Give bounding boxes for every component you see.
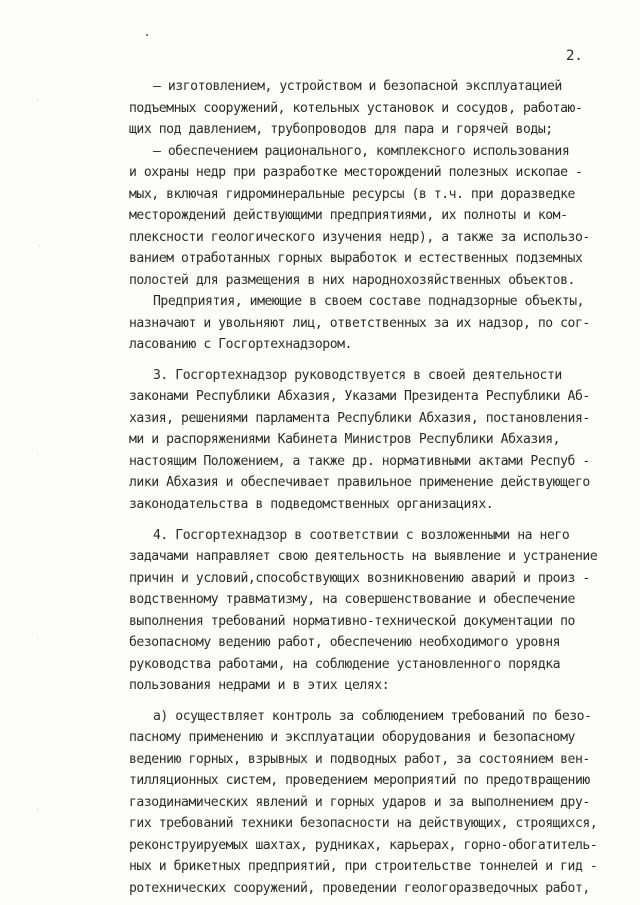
text-line: 4. Госгортехнадзор в соответствии с возложенными на него xyxy=(153,528,570,543)
text-line: ванием отработанных горных выработок и естественных подземных xyxy=(129,251,583,266)
text-line: – изготовлением, устройством и безопасной эксплуатацией xyxy=(153,79,562,94)
text-line: ведению горных, взрывных и подводных работ, за состоянием вен- xyxy=(129,752,590,767)
text-line: руководства работами, на соблюдение установленного порядка xyxy=(129,657,561,672)
text-line: 3. Госгортехнадзор руководствуется в своей деятельности xyxy=(153,368,562,383)
text-line: лики Абхазия и обеспечивает правильное применение действующего xyxy=(129,475,590,490)
text-line: реконструируемых шахтах, рудниках, карьерах, горно-обогатитель- xyxy=(129,838,598,853)
margin-smudge: · xyxy=(36,96,39,106)
text-line: месторождений действующими предприятиями, их полноты и ком- xyxy=(129,208,568,223)
text-line: ми и распоряжениями Кабинета Министров Республики Абхазия, xyxy=(129,432,561,447)
page-number: 2. xyxy=(566,48,583,64)
text-line: пасному применению и эксплуатации оборудования и безопасному xyxy=(129,730,575,745)
text-line: мых, включая гидроминеральные ресурсы (в т.ч. при доразведке xyxy=(129,187,575,202)
text-line: газодинамических явлений и горных ударов и за выполнением дру- xyxy=(129,795,590,810)
text-line: гих требований техники безопасности на действующих, строящихся, xyxy=(129,816,598,831)
text-line: – обеспечением рационального, комплексного использования xyxy=(153,144,570,159)
text-line: тилляционных систем, проведением мероприятий по предотвращению xyxy=(129,773,590,788)
text-line: и охраны недр при разработке месторождений полезных ископае - xyxy=(129,165,583,180)
text-line: а) осуществляет контроль за соблюдением требований по безо- xyxy=(153,709,592,724)
text-line: причин и условий,способствующих возникновению аварий и произ - xyxy=(129,571,590,586)
margin-smudge: · xyxy=(36,634,39,644)
margin-smudge: · xyxy=(38,242,41,252)
text-line: настоящим Положением, а также др. нормативными актами Респуб - xyxy=(129,454,590,469)
text-line: Предприятия, имеющие в своем составе поднадзорные объекты, xyxy=(153,294,585,309)
text-line: безопасному ведению работ, обеспечению необходимого уровня xyxy=(129,635,561,650)
text-line: законами Республики Абхазия, Указами Президента Республики Аб- xyxy=(129,389,590,404)
text-line: водственному травматизму, на совершенствование и обеспечение xyxy=(129,592,575,607)
text-line: подъемных сооружений, котельных установок и сосудов, работаю- xyxy=(129,101,583,116)
text-line: ных и брикетных предприятий, при строительстве тоннелей и гид - xyxy=(129,859,598,874)
margin-smudge: · xyxy=(36,806,39,816)
text-line: щих под давлением, трубопроводов для пара и горячей воды; xyxy=(129,122,553,137)
text-line: задачами направляет свою деятельность на выявление и устранение xyxy=(129,549,598,564)
text-line: хазия, решениями парламента Республики Абхазия, постановления- xyxy=(129,411,590,426)
text-line: ласованию с Госгортехнадзором. xyxy=(129,337,352,352)
margin-smudge: · xyxy=(36,450,39,460)
text-line: выполнения требований нормативно-технической документации по xyxy=(129,614,575,629)
text-line: плексности геологического изучения недр), а также за использо- xyxy=(129,230,590,245)
text-line: ротехнических сооружений, проведении геологоразведочных работ, xyxy=(129,881,590,896)
text-line: законодательства в подведомственных организациях. xyxy=(129,497,494,512)
text-line: полостей для размещения в них народнохозяйственных объектов. xyxy=(129,273,575,288)
text-line: назначают и увольняют лиц, ответственных за их надзор, по сог- xyxy=(129,316,590,331)
text-line: пользования недрами и в этих целях: xyxy=(129,678,390,693)
